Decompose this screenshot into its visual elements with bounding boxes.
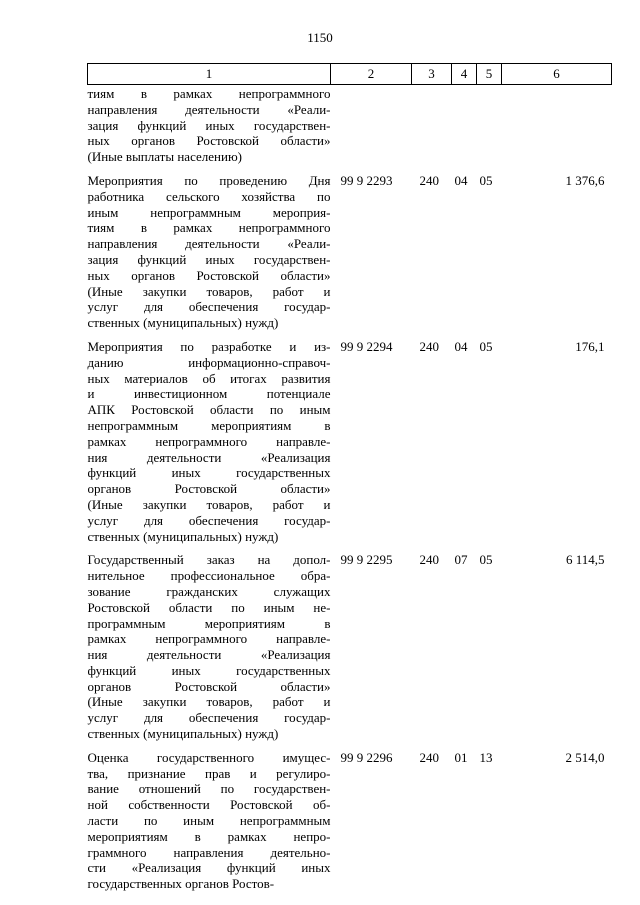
description-line: АПК Ростовской области по иным bbox=[87, 402, 331, 418]
target-article-code: 99 9 2296 bbox=[340, 749, 393, 765]
column-header-6: 6 bbox=[502, 64, 612, 85]
description-line: ной собственности Ростовской об- bbox=[87, 797, 331, 813]
description-line: непрограммным мероприятиям в bbox=[87, 417, 331, 433]
subsection-code: 13 bbox=[479, 749, 493, 765]
description-line: нительное профессиональное обра- bbox=[87, 568, 331, 584]
description-line: рамках непрограммного направле- bbox=[87, 433, 331, 449]
description-line: услуг для обеспечения государ- bbox=[87, 512, 331, 528]
description-line: Государственный заказ на допол- bbox=[87, 552, 331, 568]
description-line: сти «Реализация функций иных bbox=[87, 860, 331, 876]
expense-type: 240 bbox=[419, 552, 439, 568]
description-line: органов Ростовской области» bbox=[87, 678, 331, 694]
description-line: (Иные закупки товаров, работ и bbox=[87, 496, 331, 512]
column-header-5: 5 bbox=[477, 64, 502, 85]
row-description bbox=[88, 331, 331, 544]
row-description bbox=[88, 742, 331, 892]
description-line: Оценка государственного имущес- bbox=[87, 749, 331, 765]
description-line: ных органов Ростовской области» bbox=[87, 267, 331, 283]
expense-type: 240 bbox=[419, 749, 439, 765]
description-line: и инвестиционном потенциале bbox=[87, 386, 331, 402]
expense-type: 240 bbox=[419, 338, 439, 354]
description-line: зация функций иных государствен- bbox=[87, 117, 331, 133]
section-code: 04 bbox=[454, 338, 468, 354]
table-row-continuation bbox=[88, 85, 612, 165]
description-line: ния деятельности «Реализация bbox=[87, 449, 331, 465]
description-line: ных материалов об итогах развития bbox=[87, 370, 331, 386]
section-code: 07 bbox=[454, 552, 468, 568]
target-article-code: 99 9 2293 bbox=[340, 172, 393, 188]
amount: 6 114,5 bbox=[565, 552, 605, 568]
target-article-code: 99 9 2295 bbox=[340, 552, 393, 568]
amount: 1 376,6 bbox=[565, 172, 605, 188]
description-line: программным мероприятиям в bbox=[87, 615, 331, 631]
description-line: тиям в рамках непрограммного bbox=[87, 86, 331, 101]
column-header-4: 4 bbox=[452, 64, 477, 85]
table-header-row bbox=[88, 64, 612, 85]
description-line: Мероприятия по разработке и из- bbox=[87, 338, 331, 354]
description-line: вание отношений по государствен- bbox=[87, 781, 331, 797]
description-line: граммного направления деятельно- bbox=[87, 844, 331, 860]
description-line: государственных органов Ростов- bbox=[87, 876, 275, 892]
description-line: зация функций иных государствен- bbox=[87, 251, 331, 267]
amount: 2 514,0 bbox=[565, 749, 605, 765]
description-line: органов Ростовской области» bbox=[87, 481, 331, 497]
description-line: ных органов Ростовской области» bbox=[87, 133, 331, 149]
description-line: иным непрограммным мероприя- bbox=[87, 204, 331, 220]
table-row bbox=[88, 165, 612, 331]
description-line: услуг для обеспечения государ- bbox=[87, 299, 331, 315]
description-line: Мероприятия по проведению Дня bbox=[87, 172, 331, 188]
description-line: ласти по иным непрограммным bbox=[87, 813, 331, 829]
description-line: работника сельского хозяйства по bbox=[87, 188, 331, 204]
budget-table bbox=[87, 63, 612, 892]
description-line: мероприятиям в рамках непро- bbox=[87, 828, 331, 844]
description-line: (Иные закупки товаров, работ и bbox=[87, 694, 331, 710]
description-line: направления деятельности «Реали- bbox=[87, 236, 331, 252]
description-line: функций иных государственных bbox=[87, 662, 331, 678]
description-line: ственных (муниципальных) нужд) bbox=[87, 315, 279, 331]
description-line: функций иных государственных bbox=[87, 465, 331, 481]
column-header-1: 1 bbox=[88, 64, 331, 85]
description-line: рамках непрограммного направле- bbox=[87, 631, 331, 647]
description-line: направления деятельности «Реали- bbox=[87, 101, 331, 117]
amount: 176,1 bbox=[575, 338, 605, 354]
row-description bbox=[88, 85, 331, 165]
description-line: тиям в рамках непрограммного bbox=[87, 220, 331, 236]
description-line: ственных (муниципальных) нужд) bbox=[87, 726, 279, 742]
row-description bbox=[88, 165, 331, 331]
table-row bbox=[88, 742, 612, 892]
page-number: 1150 bbox=[307, 30, 333, 45]
description-line: тва, признание прав и регулиро- bbox=[87, 765, 331, 781]
section-code: 01 bbox=[454, 749, 468, 765]
description-line: Ростовской области по иным не- bbox=[87, 599, 331, 615]
column-header-2: 2 bbox=[331, 64, 412, 85]
column-header-3: 3 bbox=[412, 64, 452, 85]
table-row bbox=[88, 331, 612, 544]
expense-type: 240 bbox=[419, 172, 439, 188]
subsection-code: 05 bbox=[479, 552, 493, 568]
subsection-code: 05 bbox=[479, 172, 493, 188]
description-line: данию информационно-справоч- bbox=[87, 354, 331, 370]
table-row bbox=[88, 544, 612, 742]
target-article-code: 99 9 2294 bbox=[340, 338, 393, 354]
description-line: (Иные выплаты населению) bbox=[87, 149, 242, 165]
description-line: (Иные закупки товаров, работ и bbox=[87, 283, 331, 299]
description-line: ственных (муниципальных) нужд) bbox=[87, 528, 279, 544]
section-code: 04 bbox=[454, 172, 468, 188]
description-line: ния деятельности «Реализация bbox=[87, 647, 331, 663]
row-description bbox=[88, 544, 331, 742]
description-line: зование гражданских служащих bbox=[87, 583, 331, 599]
description-line: услуг для обеспечения государ- bbox=[87, 710, 331, 726]
subsection-code: 05 bbox=[479, 338, 493, 354]
